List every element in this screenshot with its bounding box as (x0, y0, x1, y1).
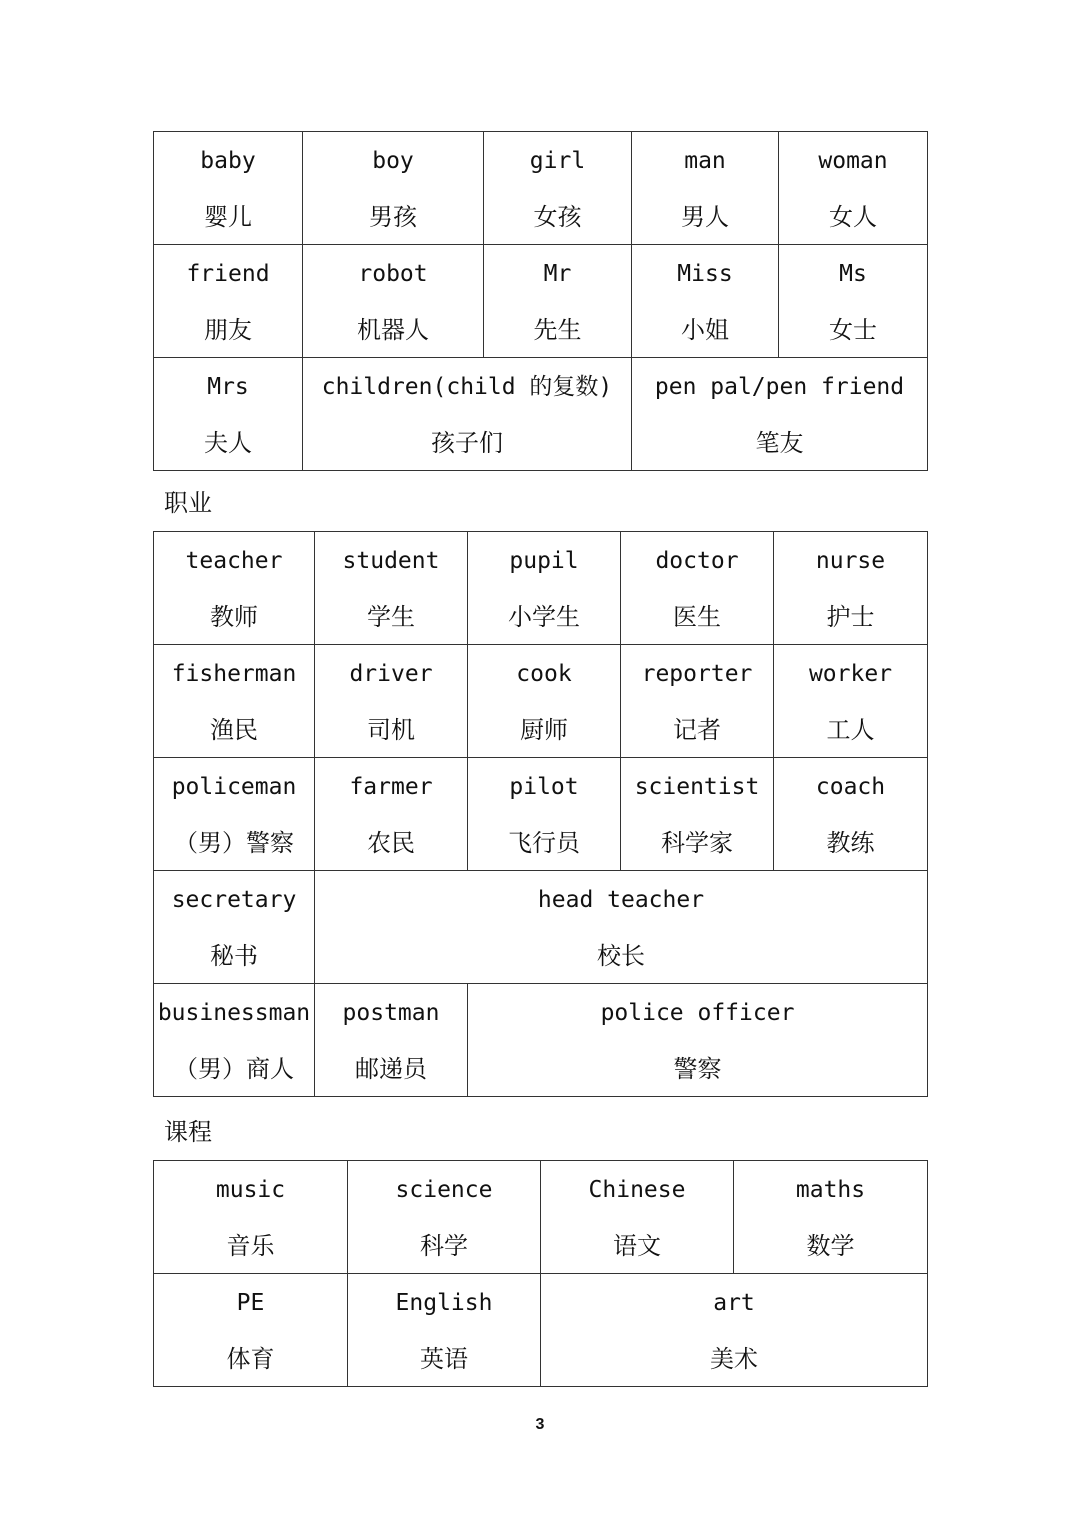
chinese-meaning: 男人 (681, 203, 729, 231)
english-word: pilot (509, 774, 579, 800)
chinese-meaning: 美术 (710, 1345, 758, 1373)
english-word: woman (818, 148, 888, 174)
vocab-cell (154, 871, 315, 984)
chinese-meaning: 邮递员 (355, 1055, 427, 1083)
english-word: nurse (815, 548, 886, 574)
english-word: friend (186, 261, 270, 287)
chinese-meaning: 教师 (210, 603, 258, 631)
english-word: girl (529, 148, 586, 174)
chinese-meaning: 校长 (597, 942, 645, 970)
table-row (154, 758, 928, 871)
english-word: coach (815, 774, 886, 800)
subjects-vocab-table (153, 1160, 928, 1387)
english-word: pupil (509, 548, 579, 574)
chinese-meaning: 数学 (806, 1232, 855, 1260)
english-word: boy (372, 148, 414, 174)
english-word: businessman (157, 1000, 311, 1026)
english-word: head teacher (537, 887, 705, 913)
english-word: man (684, 148, 726, 174)
vocab-cell (303, 245, 484, 358)
chinese-meaning: （男）警察 (174, 829, 294, 857)
chinese-meaning: 朋友 (204, 316, 252, 344)
vocab-cell (774, 758, 928, 871)
vocab-cell (154, 1161, 348, 1274)
english-word: Chinese (588, 1177, 686, 1203)
chinese-meaning: 婴儿 (204, 203, 252, 231)
english-word: student (342, 548, 440, 574)
english-word: baby (200, 148, 256, 174)
vocab-cell (484, 245, 632, 358)
vocab-cell (779, 132, 928, 245)
section-heading-subjects: 课程 (164, 1118, 212, 1146)
vocab-cell (541, 1161, 734, 1274)
page-number: 3 (535, 1416, 545, 1433)
english-word: driver (349, 661, 433, 687)
chinese-meaning: 秘书 (210, 942, 258, 970)
english-word: pen pal/pen friend (654, 374, 905, 400)
english-word: cook (516, 661, 572, 687)
vocab-cell (621, 758, 774, 871)
chinese-meaning: 先生 (533, 316, 582, 344)
chinese-meaning: 体育 (226, 1345, 275, 1373)
vocab-cell (315, 984, 468, 1097)
vocab-cell (154, 245, 303, 358)
jobs-vocab-table (153, 531, 928, 1097)
english-word: secretary (171, 887, 297, 913)
vocab-cell (154, 132, 303, 245)
vocab-cell (484, 132, 632, 245)
english-word: police officer (600, 1000, 795, 1026)
table-row (154, 984, 928, 1097)
table-row (154, 532, 928, 645)
chinese-meaning: 女人 (829, 203, 877, 231)
english-word: scientist (634, 774, 760, 800)
vocab-cell (154, 645, 315, 758)
table-row (154, 645, 928, 758)
people-vocab-table (153, 131, 928, 471)
vocab-cell (774, 645, 928, 758)
vocab-cell (734, 1161, 928, 1274)
english-word: Mr (543, 261, 572, 287)
english-word: teacher (185, 548, 283, 574)
table-row (154, 871, 928, 984)
table-row (154, 1161, 928, 1274)
chinese-meaning: 教练 (826, 829, 875, 857)
vocab-cell (774, 532, 928, 645)
vocab-cell (632, 245, 779, 358)
chinese-meaning: 学生 (367, 603, 415, 631)
vocab-cell (779, 245, 928, 358)
vocab-cell (468, 984, 928, 1097)
vocab-cell (154, 758, 315, 871)
vocab-cell (315, 871, 928, 984)
english-word: children(child 的复数) (321, 374, 613, 400)
english-word: art (713, 1290, 755, 1316)
chinese-meaning: 记者 (673, 716, 721, 744)
english-word: English (395, 1290, 493, 1316)
section-heading-jobs: 职业 (164, 489, 212, 517)
table-row (154, 132, 928, 245)
chinese-meaning: 小姐 (681, 316, 729, 344)
chinese-meaning: 英语 (420, 1345, 468, 1373)
english-word: robot (358, 261, 428, 287)
english-word: policeman (171, 774, 297, 800)
chinese-meaning: 科学家 (661, 829, 733, 857)
chinese-meaning: 渔民 (210, 716, 258, 744)
english-word: PE (236, 1290, 265, 1316)
english-word: science (395, 1177, 493, 1203)
chinese-meaning: 音乐 (226, 1232, 275, 1260)
chinese-meaning: 农民 (367, 829, 415, 857)
vocab-cell (632, 358, 928, 471)
chinese-meaning: 男孩 (369, 203, 417, 231)
vocab-cell (154, 984, 315, 1097)
vocab-cell (315, 532, 468, 645)
chinese-meaning: 警察 (673, 1055, 722, 1083)
chinese-meaning: 女士 (829, 316, 877, 344)
vocab-cell (303, 132, 484, 245)
english-word: Mrs (207, 374, 249, 400)
vocab-cell (315, 645, 468, 758)
vocab-cell (348, 1274, 541, 1387)
english-word: doctor (655, 548, 739, 574)
chinese-meaning: 飞行员 (508, 829, 580, 857)
vocab-cell (154, 532, 315, 645)
english-word: Miss (677, 261, 733, 287)
english-word: Ms (839, 261, 867, 287)
english-word: postman (342, 1000, 440, 1026)
chinese-meaning: 女孩 (533, 203, 582, 231)
english-word: farmer (349, 774, 433, 800)
chinese-meaning: 科学 (420, 1232, 468, 1260)
english-word: music (215, 1177, 286, 1203)
table-row (154, 245, 928, 358)
vocab-cell (154, 1274, 348, 1387)
vocab-cell (348, 1161, 541, 1274)
vocab-cell (621, 532, 774, 645)
chinese-meaning: 厨师 (520, 716, 568, 744)
table-row (154, 358, 928, 471)
chinese-meaning: 笔友 (755, 429, 804, 457)
chinese-meaning: 机器人 (357, 316, 429, 344)
chinese-meaning: （男）商人 (174, 1055, 294, 1083)
vocab-cell (621, 645, 774, 758)
vocab-cell (303, 358, 632, 471)
vocab-cell (468, 758, 621, 871)
table-row (154, 1274, 928, 1387)
vocab-cell (468, 532, 621, 645)
english-word: reporter (641, 661, 753, 687)
chinese-meaning: 护士 (826, 603, 875, 631)
chinese-meaning: 夫人 (204, 429, 252, 457)
vocab-cell (541, 1274, 928, 1387)
english-word: worker (808, 661, 893, 687)
chinese-meaning: 小学生 (508, 603, 580, 631)
chinese-meaning: 语文 (613, 1232, 661, 1260)
english-word: fisherman (171, 661, 297, 687)
chinese-meaning: 工人 (826, 716, 875, 744)
vocab-cell (154, 358, 303, 471)
chinese-meaning: 医生 (673, 603, 721, 631)
vocab-cell (468, 645, 621, 758)
chinese-meaning: 司机 (367, 716, 415, 744)
english-word: maths (795, 1177, 866, 1203)
chinese-meaning: 孩子们 (431, 429, 503, 457)
vocab-cell (632, 132, 779, 245)
vocab-cell (315, 758, 468, 871)
